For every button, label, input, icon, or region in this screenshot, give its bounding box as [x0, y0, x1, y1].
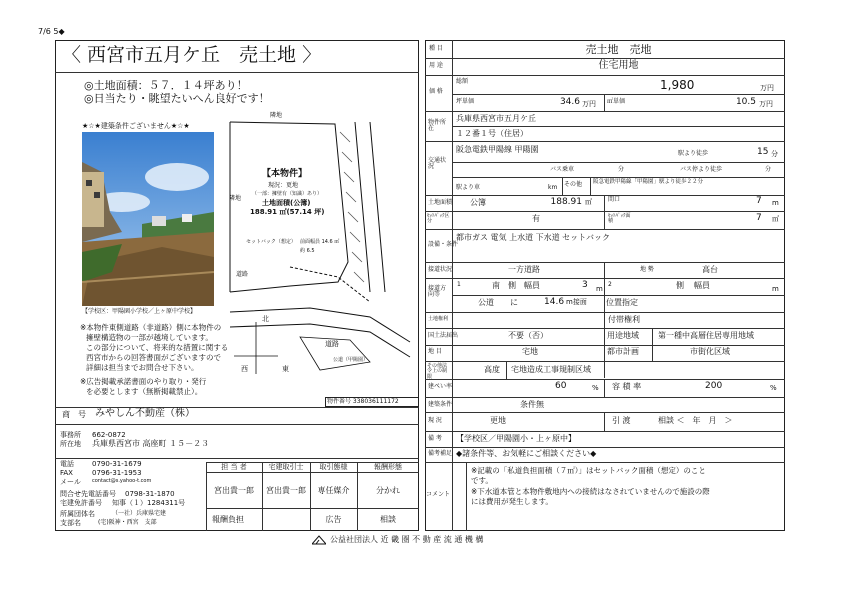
map-label-north: 北 [262, 315, 269, 323]
tel-value: 0790-31-1679 [92, 460, 142, 468]
prohibit-label: 国土法届出 [428, 332, 459, 339]
page-mark: 7/6 5◆ [38, 27, 65, 36]
city-plan-label: 都市計画 [607, 347, 639, 356]
road1-dir: 南 [492, 281, 500, 290]
setback-label: ｾｯﾄﾊﾞｯｸ区分 [427, 213, 450, 225]
map-label-east: 東 [282, 365, 289, 373]
ad-note-line-1: ※広告掲載承諾書面のやり取り・発行 [80, 377, 207, 386]
road1-width: 3 [582, 280, 588, 290]
road2-dir: 側 [676, 281, 684, 290]
tel-label: 電話 [60, 460, 74, 468]
map-property-area-value: 188.91 ㎡(57.14 坪) [250, 208, 325, 216]
highlight-area: ◎土地面積：５７．１４坪あり！ [84, 79, 248, 92]
remark-line-3: この部分について、将来的な措置に関する [86, 343, 229, 352]
office-value: 662-0872 [92, 431, 126, 439]
current-label: 現 況 [428, 417, 442, 424]
coverage-value: 60 [555, 381, 567, 391]
address-label: 所在地 [60, 440, 81, 448]
staff-header-fee: 報酬形態 [374, 463, 402, 471]
traffic-label: 交通状況 [428, 157, 447, 171]
bus-label: バス乗車 [550, 166, 575, 173]
distance-unit: km [548, 184, 558, 191]
bus-walk-label: バス停より徒歩 [680, 166, 723, 173]
sqm-label: ㎡単価 [607, 98, 626, 105]
land-area-unit: ㎡ [585, 198, 592, 206]
notes-value: 【学校区／甲陽園小・上ヶ原中】 [456, 434, 576, 443]
no-conditions-banner: ★☆★建築条件ございません★☆★ [82, 122, 190, 130]
map-property-area-label: 土地面積(公簿) [262, 199, 311, 207]
comment-line-3: ※下水道本管と本物件敷地内への接続はなされていませんので施設の際 [471, 487, 710, 496]
address-value: 兵庫県西宮市 高座町 １５－２３ [92, 439, 210, 448]
terrain-label: 地 勢 [640, 266, 654, 273]
utilities-label: 設備・条件 [428, 241, 459, 248]
land-public-label: 公簿 [470, 198, 486, 207]
tsubo-unit: 万円 [582, 100, 596, 108]
other-regs-value: 宅地造成工事規制区域 [511, 365, 591, 374]
comment-line-4: には費用が発生します。 [471, 497, 553, 506]
location-value: 兵庫県西宮市五月ケ丘 [456, 114, 536, 123]
lot-value: １２番１号（住居） [456, 129, 528, 138]
fee-burden-label: 報酬負担 [212, 515, 244, 524]
price-unit: 万円 [760, 84, 774, 92]
staff-fee: 分かれ [376, 486, 400, 495]
frontage-unit: m [772, 199, 779, 207]
coverage-label: 建ぺい率 [428, 383, 453, 390]
walk-value: 15 [757, 147, 769, 157]
staff-agent: 宮出貴一郎 [266, 486, 306, 495]
road-status-label: 接道状況 [428, 266, 453, 273]
remark-line-5: 詳細は担当までお問合せ下さい。 [86, 363, 199, 372]
staff-header-person: 担 当 者 [221, 463, 247, 471]
frontage-label: 間口 [608, 196, 621, 203]
staff-person: 宮出貴一郎 [214, 486, 254, 495]
association-logo [312, 535, 326, 545]
bus-unit: 分 [618, 166, 625, 173]
land-ledger-label: 付帯権利 [608, 315, 640, 324]
height-value: 高度 [484, 365, 500, 374]
map-road-left: 道路 [236, 271, 249, 278]
road1-unit: m [596, 285, 603, 293]
city-plan-value: 市街化区域 [690, 347, 730, 356]
land-cat-value: 宅地 [522, 347, 538, 356]
frontage-value: 7 [756, 196, 762, 206]
supplement-value: ◆諸条件等、お気軽にご相談ください◆ [456, 449, 597, 458]
road-direction-label: 接道方向等 [428, 285, 447, 299]
land-area-label: 土地面積 [428, 199, 453, 206]
terrain-value: 高台 [702, 265, 718, 274]
highlight-view: ◎日当たり・眺望たいへん良好です！ [84, 92, 270, 105]
distance-label: 駅より車 [456, 184, 481, 191]
road2-no: 2 [608, 281, 612, 288]
remark-line-2: 擁壁構造物の一部が越境しています。 [86, 333, 213, 342]
public-value: 14.6 [544, 297, 565, 307]
public-mid: に [510, 298, 518, 307]
building-cond-label: 建築条件 [428, 401, 453, 408]
trade-label: 商 号 [62, 410, 86, 419]
sqm-unit: 万円 [759, 100, 773, 108]
comment-label: コメント [426, 491, 451, 498]
mail-label: メール [60, 478, 81, 486]
photo-caption: 【学校区：甲陽園小学校／上ヶ原中学校】 [82, 308, 197, 315]
mail-value[interactable]: contact@s.yahoo-t.com [92, 478, 152, 484]
road2-width-label: 幅員 [694, 281, 710, 290]
far-unit: % [770, 384, 777, 392]
delivery-value: 相談 ＜ 年 月 ＞ [658, 416, 733, 425]
footer-association: 公益社団法人 近 畿 圏 不 動 産 流 通 機 構 [330, 535, 484, 544]
staff-mode: 専任媒介 [317, 486, 350, 495]
public-label: 公道 [478, 298, 494, 307]
map-road-main: 道路 [325, 340, 339, 348]
utilities-value: 都市ガス 電気 上水道 下水道 セットバック [456, 233, 611, 242]
comment-line-1: ※記載の「私道負担面積（７㎡）」はセットバック面積（想定）のこと [471, 466, 706, 475]
price-sub-label: 総額 [456, 78, 469, 85]
map-label-west: 西 [241, 365, 248, 373]
setback-area-unit: ㎡ [772, 215, 779, 223]
remark-line-4: 西宮市からの回答書面がございますので [86, 353, 221, 362]
bus-walk-unit: 分 [765, 166, 772, 173]
site-map [220, 112, 416, 380]
doc-number-text: 物件番号 338036111172 [327, 398, 399, 405]
walk-unit: 分 [771, 150, 778, 158]
comment-line-2: です。 [471, 476, 493, 485]
land-area-value: 188.91 [550, 197, 582, 207]
map-note-bottom: 公道（甲陽園） [333, 357, 369, 363]
current-value: 更地 [490, 416, 506, 425]
category-value: 売土地 売地 [585, 43, 652, 56]
map-property-title: 【本物件】 [262, 169, 308, 179]
category-label: 種 目 [429, 45, 443, 52]
property-photo [82, 132, 214, 306]
staff-header-mode: 取引態様 [319, 463, 348, 471]
inquiry-value: 0798-31-1870 [125, 490, 175, 498]
land-rights-label: 土地権利 [428, 316, 449, 322]
setback-area-label: ｾｯﾄﾊﾞｯｸ面積 [608, 213, 631, 225]
fax-label: FAX [60, 469, 73, 477]
notes-label: 備 考 [428, 435, 442, 442]
other-label: その他 [564, 181, 583, 188]
road1-side: 側 [508, 281, 516, 290]
price-label: 価 格 [429, 88, 443, 95]
map-property-status: 現況：更地 [268, 182, 299, 189]
road1-no: 1 [457, 281, 461, 288]
price-value: 1,980 [660, 78, 695, 92]
location-label: 物件所在 [428, 119, 447, 133]
group-value: （一社）兵庫県宅建 [112, 510, 167, 517]
ad-note-line-2: を必要とします（無断掲載禁止）。 [86, 387, 203, 396]
remark-line-1: ※本物件東側道路（非道路）側に本物件の [80, 323, 222, 332]
far-label: 容 積 率 [612, 382, 642, 391]
ad-value: 相談 [380, 515, 396, 524]
station-value: 阪急電鉄甲陽線 甲陽園 [456, 145, 539, 154]
delivery-label: 引 渡 [612, 416, 631, 425]
inquiry-label: 問合せ先電話番号 [60, 490, 116, 498]
zoning-label: 用途地域 [607, 331, 639, 340]
trade-name: みやしん不動産（株） [95, 408, 195, 419]
far-value: 200 [705, 381, 723, 391]
type-value: 住宅用地 [598, 60, 639, 71]
office-label: 事務所 [60, 431, 81, 439]
map-width-label: 前面幅員 14.6 ㎡ [300, 239, 340, 245]
building-cond-value: 条件無 [520, 400, 544, 409]
road2-unit: m [772, 285, 779, 293]
flyer-title: 〈 西宮市五月ケ丘 売土地 〉 [62, 44, 322, 66]
prohibit-value: 不要（否） [508, 331, 548, 340]
land-cat-label: 地 目 [428, 348, 442, 355]
station-note: 阪急電鉄甲陽線「甲陽園」駅より徒歩２２分 [593, 179, 704, 185]
map-label-west-neighbor: 隣地 [229, 195, 242, 202]
alt-label: 位置指定 [606, 298, 638, 307]
map-label-north-neighbor: 隣地 [270, 112, 283, 119]
map-dim-label: 約 6.5 [300, 248, 315, 254]
group-label: 所属団体名 [60, 510, 95, 518]
walk-label: 駅より徒歩 [678, 150, 709, 157]
staff-header-agent: 宅建取引士 [268, 463, 304, 471]
license-label: 宅建免許番号 [60, 499, 102, 507]
supplement-label: 備考補足 [428, 450, 453, 457]
map-property-note: （一部：擁壁有（知識）あり） [252, 191, 323, 197]
license-value: 知事（１）1284311号 [112, 499, 186, 507]
setback-value: 有 [532, 214, 540, 223]
zoning-value: 第一種中高層住居専用地域 [658, 331, 754, 340]
setback-area-value: 7 [756, 213, 762, 223]
branch-label: 支部名 [60, 519, 81, 527]
road-status-value: 一方道路 [508, 265, 540, 274]
branch-value: (宅)阪神・西宮 支部 [98, 519, 157, 526]
map-setback-label: セットバック（想定） [246, 239, 296, 245]
sqm-value: 10.5 [735, 97, 756, 107]
other-regs-label: その他法令上の制限 [427, 363, 448, 380]
public-unit: m接面 [566, 298, 587, 306]
type-label: 用 途 [429, 62, 443, 69]
tsubo-label: 坪単価 [456, 98, 475, 105]
tsubo-value: 34.6 [559, 97, 580, 107]
road1-width-label: 幅員 [524, 281, 540, 290]
coverage-unit: % [592, 384, 599, 392]
ad-label: 広告 [325, 515, 342, 524]
fax-value: 0796-31-1953 [92, 469, 142, 477]
